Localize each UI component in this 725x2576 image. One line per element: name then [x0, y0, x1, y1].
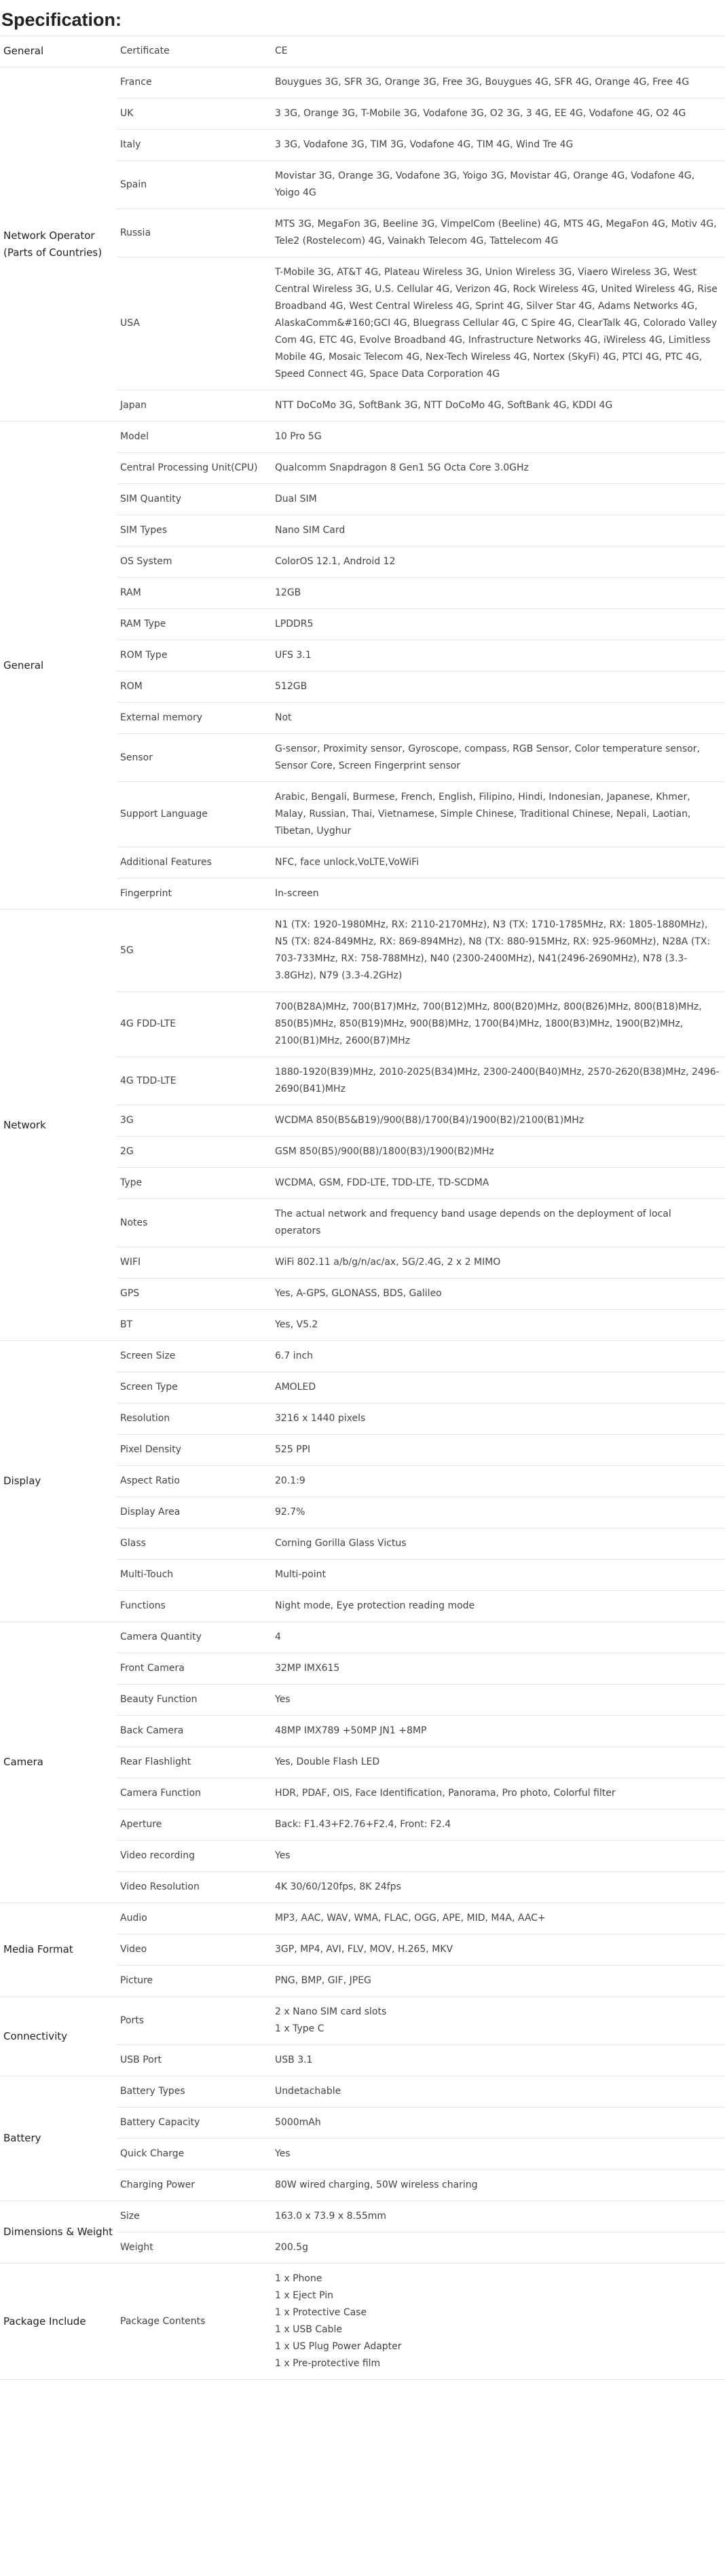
- spec-row: [0, 1341, 725, 1372]
- spec-key: 3G: [117, 1105, 273, 1137]
- spec-key: Multi-Touch: [117, 1560, 273, 1591]
- spec-table: [0, 35, 725, 2380]
- spec-key: Quick Charge: [117, 2139, 273, 2170]
- spec-key: Front Camera: [117, 1653, 273, 1685]
- spec-value: 700(B28A)MHz, 700(B17)MHz, 700(B12)MHz, 800(B20)MHz, 800(B26)MHz, 800(B18)MHz, 850(B5)MHz, 850(B19)MHz, 900(B8)MHz, 1700(B4)MHz, 1800(B3)MHz, 1900(B2)MHz, 2100(B1)MHz, 2600(B7)MHz: [273, 992, 725, 1057]
- spec-key: Support Language: [117, 782, 273, 847]
- spec-row: [0, 910, 725, 992]
- spec-value: ColorOS 12.1, Android 12: [273, 547, 725, 578]
- spec-key: Video recording: [117, 1841, 273, 1872]
- spec-key: Audio: [117, 1903, 273, 1934]
- spec-key: Screen Size: [117, 1341, 273, 1372]
- spec-key: Certificate: [117, 36, 273, 67]
- spec-key: Package Contents: [117, 2264, 273, 2380]
- spec-key: RAM: [117, 578, 273, 609]
- spec-value: 48MP IMX789 +50MP JN1 +8MP: [273, 1716, 725, 1747]
- section-category: Camera: [0, 1622, 117, 1903]
- spec-value: NTT DoCoMo 3G, SoftBank 3G, NTT DoCoMo 4G, SoftBank 4G, KDDI 4G: [273, 390, 725, 422]
- spec-key: Italy: [117, 130, 273, 161]
- spec-key: SIM Quantity: [117, 484, 273, 515]
- spec-value: Undetachable: [273, 2076, 725, 2108]
- spec-value: Qualcomm Snapdragon 8 Gen1 5G Octa Core 3.0GHz: [273, 453, 725, 484]
- spec-value: 3216 x 1440 pixels: [273, 1403, 725, 1435]
- spec-value: 163.0 x 73.9 x 8.55mm: [273, 2201, 725, 2232]
- spec-row: [0, 1622, 725, 1653]
- spec-key: Camera Quantity: [117, 1622, 273, 1653]
- spec-value: MTS 3G, MegaFon 3G, Beeline 3G, VimpelCom (Beeline) 4G, MTS 4G, MegaFon 4G, Motiv 4G, Tele2 (Rostelecom) 4G, Vainakh Telecom 4G, Tattelecom 4G: [273, 209, 725, 257]
- spec-key: Video: [117, 1934, 273, 1966]
- spec-key: France: [117, 67, 273, 98]
- spec-value: Yes, Double Flash LED: [273, 1747, 725, 1778]
- spec-key: BT: [117, 1310, 273, 1341]
- spec-key: 2G: [117, 1137, 273, 1168]
- spec-row: [0, 36, 725, 67]
- spec-key: 5G: [117, 910, 273, 992]
- spec-value: 3 3G, Vodafone 3G, TIM 3G, Vodafone 4G, TIM 4G, Wind Tre 4G: [273, 130, 725, 161]
- spec-key: Spain: [117, 161, 273, 209]
- spec-key: Additional Features: [117, 847, 273, 879]
- spec-key: WIFI: [117, 1247, 273, 1278]
- spec-value: 32MP IMX615: [273, 1653, 725, 1685]
- spec-key: External memory: [117, 703, 273, 734]
- spec-value: Yes: [273, 2139, 725, 2170]
- spec-key: RAM Type: [117, 609, 273, 640]
- spec-key: ROM Type: [117, 640, 273, 671]
- spec-key: Back Camera: [117, 1716, 273, 1747]
- section-category: Network: [0, 910, 117, 1341]
- spec-key: Aspect Ratio: [117, 1466, 273, 1497]
- spec-key: Functions: [117, 1591, 273, 1622]
- spec-key: Weight: [117, 2232, 273, 2264]
- spec-key: Type: [117, 1168, 273, 1199]
- spec-key: Central Processing Unit(CPU): [117, 453, 273, 484]
- spec-key: Aperture: [117, 1809, 273, 1841]
- spec-value: WiFi 802.11 a/b/g/n/ac/ax, 5G/2.4G, 2 x 2 MIMO: [273, 1247, 725, 1278]
- spec-value: USB 3.1: [273, 2045, 725, 2076]
- spec-value: Bouygues 3G, SFR 3G, Orange 3G, Free 3G, Bouygues 4G, SFR 4G, Orange 4G, Free 4G: [273, 67, 725, 98]
- spec-key: Beauty Function: [117, 1685, 273, 1716]
- spec-row: [0, 1903, 725, 1934]
- spec-value: 512GB: [273, 671, 725, 703]
- spec-value: N1 (TX: 1920-1980MHz, RX: 2110-2170MHz), N3 (TX: 1710-1785MHz, RX: 1805-1880MHz), N5 (TX: 824-849MHz, RX: 869-894MHz), N8 (TX: 880-915MHz, RX: 925-960MHz), N28A (TX: 703-733MHz, RX: 758-788MHz), N40 (2300-2400MHz), N41(2496-2690MHz), N78 (3.3-3.8GHz), N79 (3.3-4.2GHz): [273, 910, 725, 992]
- spec-value: Multi-point: [273, 1560, 725, 1591]
- spec-key: GPS: [117, 1278, 273, 1310]
- spec-key: Screen Type: [117, 1372, 273, 1403]
- spec-key: 4G FDD-LTE: [117, 992, 273, 1057]
- spec-value: 525 PPI: [273, 1435, 725, 1466]
- spec-key: USA: [117, 257, 273, 390]
- section-category: Connectivity: [0, 1997, 117, 2076]
- spec-key: Camera Function: [117, 1778, 273, 1809]
- spec-value: Arabic, Bengali, Burmese, French, English, Filipino, Hindi, Indonesian, Japanese, Khmer, Malay, Russian, Thai, Vietnamese, Simple Chinese, Traditional Chinese, Nepali, Laotian, Tibetan, Uyghur: [273, 782, 725, 847]
- spec-value: AMOLED: [273, 1372, 725, 1403]
- spec-value: Yes, V5.2: [273, 1310, 725, 1341]
- spec-value: WCDMA 850(B5&B19)/900(B8)/1700(B4)/1900(B2)/2100(B1)MHz: [273, 1105, 725, 1137]
- spec-value: In-screen: [273, 879, 725, 910]
- section-category: Display: [0, 1341, 117, 1622]
- spec-key: Russia: [117, 209, 273, 257]
- spec-key: UK: [117, 98, 273, 130]
- section-category: General: [0, 422, 117, 910]
- spec-key: Size: [117, 2201, 273, 2232]
- spec-value: T-Mobile 3G, AT&T 4G, Plateau Wireless 3G, Union Wireless 3G, Viaero Wireless 3G, West Central Wireless 3G, U.S. Cellular 4G, Verizon 4G, Rock Wireless 4G, United Wireless 4G, Rise Broadband 4G, West Central Wireless 4G, Sprint 4G, Silver Star 4G, Adams Networks 4G, AlaskaComm&#160;GCI 4G, Bluegrass Cellular 4G, C Spire 4G, ClearTalk 4G, Colorado Valley Com 4G, ETC 4G, Evolve Broadband 4G, Infrastructure Networks 4G, iWireless 4G, Limitless Mobile 4G, Mosaic Telecom 4G, Nex-Tech Wireless 4G, Nortex (SkyFi) 4G, PTCI 4G, PTC 4G, Speed Connect 4G, Space Data Corporation 4G: [273, 257, 725, 390]
- spec-value: 3GP, MP4, AVI, FLV, MOV, H.265, MKV: [273, 1934, 725, 1966]
- spec-key: Rear Flashlight: [117, 1747, 273, 1778]
- spec-value: Corning Gorilla Glass Victus: [273, 1528, 725, 1560]
- spec-value: NFC, face unlock,VoLTE,VoWiFi: [273, 847, 725, 879]
- spec-value: UFS 3.1: [273, 640, 725, 671]
- spec-value: 80W wired charging, 50W wireless charing: [273, 2170, 725, 2201]
- spec-key: ROM: [117, 671, 273, 703]
- spec-value: The actual network and frequency band usage depends on the deployment of local operators: [273, 1199, 725, 1247]
- spec-value: Nano SIM Card: [273, 515, 725, 547]
- spec-key: Resolution: [117, 1403, 273, 1435]
- spec-value: 92.7%: [273, 1497, 725, 1528]
- spec-value: PNG, BMP, GIF, JPEG: [273, 1966, 725, 1997]
- spec-key: USB Port: [117, 2045, 273, 2076]
- spec-value: 20.1:9: [273, 1466, 725, 1497]
- spec-value: Not: [273, 703, 725, 734]
- section-category: Package Include: [0, 2264, 117, 2380]
- spec-key: Pixel Density: [117, 1435, 273, 1466]
- spec-value: G-sensor, Proximity sensor, Gyroscope, compass, RGB Sensor, Color temperature sensor, Sensor Core, Screen Fingerprint sensor: [273, 734, 725, 782]
- spec-value: 3 3G, Orange 3G, T-Mobile 3G, Vodafone 3G, O2 3G, 3 4G, EE 4G, Vodafone 4G, O2 4G: [273, 98, 725, 130]
- spec-key: OS System: [117, 547, 273, 578]
- spec-key: Ports: [117, 1997, 273, 2045]
- spec-value: 5000mAh: [273, 2108, 725, 2139]
- spec-value: 4: [273, 1622, 725, 1653]
- spec-value: 6.7 inch: [273, 1341, 725, 1372]
- spec-value: 4K 30/60/120fps, 8K 24fps: [273, 1872, 725, 1903]
- spec-key: 4G TDD-LTE: [117, 1057, 273, 1105]
- spec-row: [0, 422, 725, 453]
- section-category: Media Format: [0, 1903, 117, 1997]
- spec-value: 2 x Nano SIM card slots 1 x Type C: [273, 1997, 725, 2045]
- section-category: Network Operator (Parts of Countries): [0, 67, 117, 422]
- spec-key: Picture: [117, 1966, 273, 1997]
- spec-row: [0, 2076, 725, 2108]
- spec-value: MP3, AAC, WAV, WMA, FLAC, OGG, APE, MID, M4A, AAC+: [273, 1903, 725, 1934]
- page-title: Specification:: [1, 10, 122, 30]
- spec-key: Battery Capacity: [117, 2108, 273, 2139]
- spec-value: Night mode, Eye protection reading mode: [273, 1591, 725, 1622]
- spec-value: LPDDR5: [273, 609, 725, 640]
- spec-row: [0, 1997, 725, 2045]
- spec-value: WCDMA, GSM, FDD-LTE, TDD-LTE, TD-SCDMA: [273, 1168, 725, 1199]
- spec-key: Japan: [117, 390, 273, 422]
- spec-key: Display Area: [117, 1497, 273, 1528]
- spec-value: 1 x Phone 1 x Eject Pin 1 x Protective Case 1 x USB Cable 1 x US Plug Power Adapter 1 x Pre-protective film: [273, 2264, 725, 2380]
- spec-row: [0, 2264, 725, 2380]
- section-category: General: [0, 36, 117, 67]
- spec-key: Charging Power: [117, 2170, 273, 2201]
- spec-key: Video Resolution: [117, 1872, 273, 1903]
- spec-key: Notes: [117, 1199, 273, 1247]
- spec-key: Model: [117, 422, 273, 453]
- spec-value: Yes: [273, 1685, 725, 1716]
- spec-value: 1880-1920(B39)MHz, 2010-2025(B34)MHz, 2300-2400(B40)MHz, 2570-2620(B38)MHz, 2496-2690(B41)MHz: [273, 1057, 725, 1105]
- spec-value: CE: [273, 36, 725, 67]
- spec-row: [0, 2201, 725, 2232]
- spec-value: Yes, A-GPS, GLONASS, BDS, Galileo: [273, 1278, 725, 1310]
- spec-value: Dual SIM: [273, 484, 725, 515]
- spec-value: 200.5g: [273, 2232, 725, 2264]
- spec-row: [0, 67, 725, 98]
- spec-key: Sensor: [117, 734, 273, 782]
- spec-value: Movistar 3G, Orange 3G, Vodafone 3G, Yoigo 3G, Movistar 4G, Orange 4G, Vodafone 4G, Yoigo 4G: [273, 161, 725, 209]
- spec-key: Glass: [117, 1528, 273, 1560]
- spec-value: 10 Pro 5G: [273, 422, 725, 453]
- spec-value: 12GB: [273, 578, 725, 609]
- spec-value: Yes: [273, 1841, 725, 1872]
- spec-key: Fingerprint: [117, 879, 273, 910]
- spec-value: GSM 850(B5)/900(B8)/1800(B3)/1900(B2)MHz: [273, 1137, 725, 1168]
- spec-key: SIM Types: [117, 515, 273, 547]
- spec-key: Battery Types: [117, 2076, 273, 2108]
- spec-value: HDR, PDAF, OIS, Face Identification, Panorama, Pro photo, Colorful filter: [273, 1778, 725, 1809]
- spec-value: Back: F1.43+F2.76+F2.4, Front: F2.4: [273, 1809, 725, 1841]
- section-category: Battery: [0, 2076, 117, 2201]
- section-category: Dimensions & Weight: [0, 2201, 117, 2264]
